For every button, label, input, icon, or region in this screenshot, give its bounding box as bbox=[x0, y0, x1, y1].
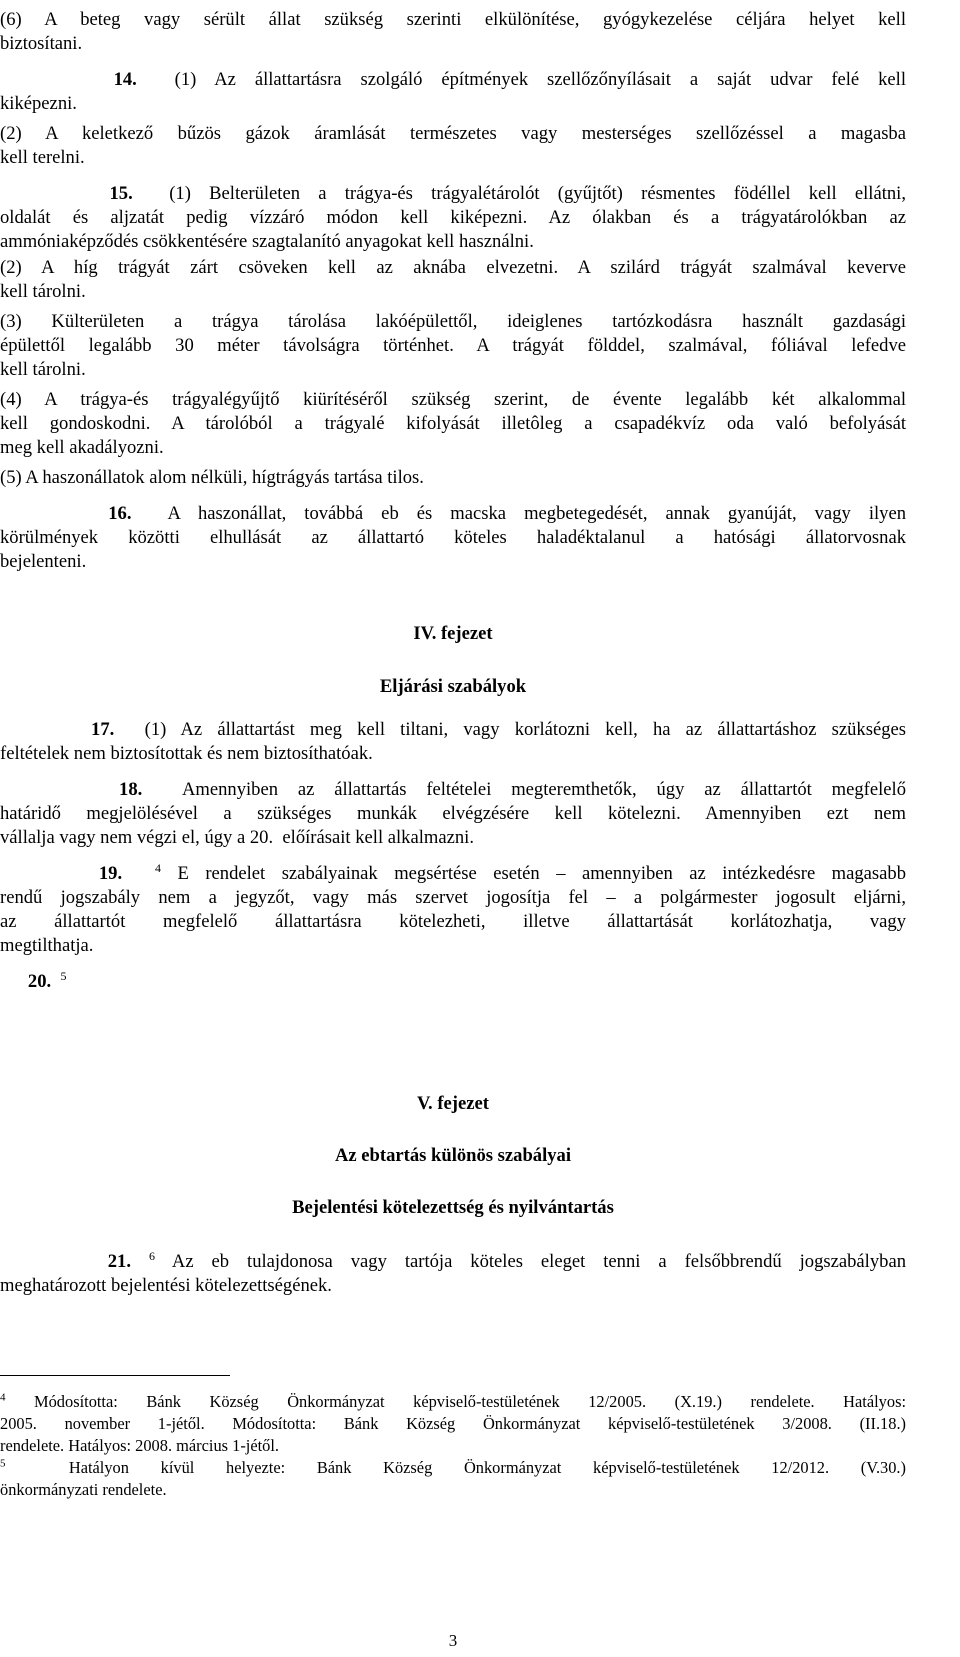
chapter-heading: V. fejezet bbox=[417, 1093, 489, 1114]
text-line: 17. (1) Az állattartást meg kell tiltani, vagy korlátozni kell, ha az állattartáshoz szükséges bbox=[91, 719, 906, 740]
text-line: az állattartót megfelelő állattartásra kötelezheti, illetve állattartását korlátozhatja, vagy bbox=[0, 911, 906, 932]
text-line: határidő megjelölésével a szükséges munkák elvégzésére kell kötelezni. Amennyiben ezt nem bbox=[0, 803, 906, 824]
chapter-heading: Bejelentési kötelezettség és nyilvántartás bbox=[292, 1197, 614, 1218]
text-line: megtilthatja. bbox=[0, 935, 94, 956]
footnote-line: $^5$ Hatályon kívül helyezte: Bánk Község Önkormányzat képviselő-testületének 12/2012. (V.30.) bbox=[0, 1457, 906, 1477]
text-line: meg kell akadályozni. bbox=[0, 437, 164, 458]
text-line: kell tárolni. bbox=[0, 359, 86, 380]
chapter-heading: IV. fejezet bbox=[413, 623, 493, 644]
text-line: bejelenteni. bbox=[0, 551, 87, 572]
text-line: körülmények közötti elhullását az állattartó köteles haladéktalanul a hatósági állatorvosnak bbox=[0, 527, 906, 548]
text-line: vállalja vagy nem végzi el, úgy a 20. előírásait kell alkalmazni. bbox=[0, 827, 474, 848]
text-line: kell terelni. bbox=[0, 147, 85, 168]
text-line: 19. $^4$ E rendelet szabályainak megsértése esetén – amennyiben az intézkedésre magasabb bbox=[98, 860, 907, 884]
text-line: 14. (1) Az állattartásra szolgáló építmények szellőzőnyílásait a saját udvar felé kell bbox=[113, 69, 906, 90]
text-line: biztosítani. bbox=[0, 33, 83, 54]
text-line: (5) A haszonállatok alom nélküli, hígtrágyás tartása tilos. bbox=[0, 467, 424, 488]
text-line: (6) A beteg vagy sérült állat szükség szerinti elkülönítése, gyógykezelése céljára helyet kell bbox=[0, 9, 906, 30]
text-line: (3) Külterületen a trágya tárolása lakóépülettől, ideiglenes tartózkodásra használt gazdasági bbox=[0, 311, 906, 332]
text-line: ammóniaképződés csökkentésére szagtalanító anyagokat kell használni. bbox=[0, 231, 534, 252]
text-line: feltételek nem biztosítottak és nem biztosíthatóak. bbox=[0, 743, 373, 764]
text-line: 20. $^5$ bbox=[27, 968, 67, 992]
text-line: (2) A keletkező bűzös gázok áramlását természetes vagy mesterséges szellőzéssel a magasba bbox=[0, 123, 906, 144]
footnote-line: 2005. november 1-jétől. Módosította: Bánk Község Önkormányzat képviselő-testületének 3/2008. (II.18.) bbox=[0, 1414, 906, 1433]
text-line: meghatározott bejelentési kötelezettségének. bbox=[0, 1275, 332, 1296]
footnote-line: $^4$ Módosította: Bánk Község Önkormányzat képviselő-testületének 12/2005. (X.19.) rendelete. Hatályos: bbox=[0, 1391, 906, 1411]
text-line: (2) A híg trágyát zárt csöveken kell az aknába elvezetni. A szilárd trágyát szalmával keverve bbox=[0, 257, 906, 278]
text-line: 16. A haszonállat, továbbá eb és macska megbetegedését, annak gyanúját, vagy ilyen bbox=[108, 503, 906, 524]
text-line: kiképezni. bbox=[0, 93, 77, 114]
text-line: 18. Amennyiben az állattartás feltételei megteremthetők, úgy az állattartót megfelelő bbox=[119, 779, 906, 800]
text-line: kell tárolni. bbox=[0, 281, 86, 302]
text-line: 21. $^6$ Az eb tulajdonosa vagy tartója köteles eleget tenni a felsőbbrendű jogszabályban bbox=[107, 1248, 906, 1272]
footnote-line: önkormányzati rendelete. bbox=[0, 1480, 167, 1499]
text-line: kell gondoskodni. A tárolóból a trágyalé kifolyását illetôleg a csapadékvíz oda való befolyását bbox=[0, 413, 906, 434]
chapter-heading: Az ebtartás különös szabályai bbox=[334, 1145, 572, 1166]
page-number: 3 bbox=[448, 1631, 458, 1650]
text-line: rendű jogszabály nem a jegyzőt, vagy más szervet jogosítja fel – a polgármester jogosult eljárni, bbox=[0, 887, 906, 908]
text-line: (4) A trágya-és trágyalégyűjtő kiürítéséről szükség szerint, de évente legalább két alkalommal bbox=[0, 389, 906, 410]
text-line: 15. (1) Belterületen a trágya-és trágyalétárolót (gyűjtőt) résmentes födéllel kell ellátni, bbox=[109, 183, 906, 204]
text-line: épülettől legalább 30 méter távolságra történhet. A trágyát földdel, szalmával, fóliával lefedve bbox=[0, 335, 906, 356]
chapter-heading: Eljárási szabályok bbox=[379, 676, 527, 697]
text-line: oldalát és aljzatát pedig vízzáró módon kell kiképezni. Az ólakban és a trágyatárolókban az bbox=[0, 207, 906, 228]
footnote-separator bbox=[0, 1375, 230, 1376]
footnote-line: rendelete. Hatályos: 2008. március 1-jétől. bbox=[0, 1436, 280, 1455]
